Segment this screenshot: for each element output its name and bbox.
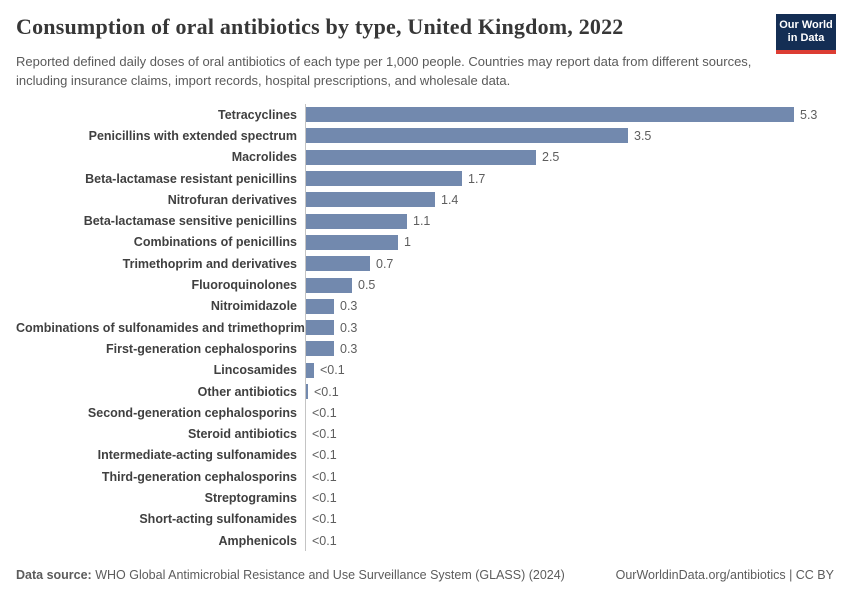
chart-row <box>16 338 834 359</box>
chart-row <box>16 423 834 444</box>
chart-row <box>16 445 834 466</box>
category-label: Second-generation cephalosporins <box>87 405 297 420</box>
category-label: Streptogramins <box>204 490 297 505</box>
value-label: 5.3 <box>800 107 818 122</box>
bar[interactable] <box>306 363 314 378</box>
chart-row <box>16 317 834 338</box>
value-label: 0.3 <box>340 299 358 314</box>
value-label: 1.7 <box>468 171 486 186</box>
bar[interactable] <box>306 384 308 399</box>
chart-row <box>16 274 834 295</box>
category-label: Trimethoprim and derivatives <box>122 256 297 271</box>
chart-row <box>16 296 834 317</box>
chart-footer <box>16 568 834 582</box>
bar[interactable] <box>306 107 794 122</box>
category-label: Amphenicols <box>218 533 297 548</box>
chart-row <box>16 210 834 231</box>
value-label: 1.4 <box>441 192 459 207</box>
category-label: Nitrofuran derivatives <box>167 192 297 207</box>
chart-row <box>16 147 834 168</box>
chart-area <box>16 104 834 551</box>
bar-track <box>305 317 834 338</box>
chart-row <box>16 253 834 274</box>
chart-row <box>16 168 834 189</box>
bar-track <box>305 445 834 466</box>
chart-row <box>16 189 834 210</box>
chart-row <box>16 402 834 423</box>
category-label: Lincosamides <box>213 363 297 378</box>
category-label: Combinations of penicillins <box>133 235 297 250</box>
category-label: Tetracyclines <box>218 107 297 122</box>
bar[interactable] <box>306 278 352 293</box>
bar[interactable] <box>306 128 628 143</box>
bar-track <box>305 274 834 295</box>
bar-track <box>305 232 834 253</box>
bar-track <box>305 104 834 125</box>
owid-logo-line2: in Data <box>787 32 825 44</box>
category-label: Combinations of sulfonamides and trimethoprim <box>16 320 305 335</box>
bar[interactable] <box>306 341 334 356</box>
value-label: <0.1 <box>312 533 337 548</box>
bar[interactable] <box>306 320 334 335</box>
bar-track <box>305 253 834 274</box>
chart-row <box>16 466 834 487</box>
category-label: Penicillins with extended spectrum <box>88 128 297 143</box>
category-label: Macrolides <box>231 150 297 165</box>
value-label: 2.5 <box>542 150 560 165</box>
bar-track <box>305 360 834 381</box>
owid-logo-line1: Our World <box>779 19 833 31</box>
bar-track <box>305 210 834 231</box>
chart-row <box>16 487 834 508</box>
category-label: Intermediate-acting sulfonamides <box>97 448 297 463</box>
value-label: <0.1 <box>312 490 337 505</box>
bar-track <box>305 189 834 210</box>
bar-track <box>305 423 834 444</box>
bar[interactable] <box>306 192 435 207</box>
value-label: 0.3 <box>340 320 358 335</box>
value-label: 3.5 <box>634 128 652 143</box>
value-label: <0.1 <box>312 512 337 527</box>
bar-track <box>305 147 834 168</box>
bar-track <box>305 296 834 317</box>
bar-track <box>305 402 834 423</box>
bar-track <box>305 168 834 189</box>
bar[interactable] <box>306 171 462 186</box>
attribution-link[interactable]: OurWorldinData.org/antibiotics | CC BY <box>615 568 834 582</box>
category-label: Third-generation cephalosporins <box>101 469 297 484</box>
bar[interactable] <box>306 256 370 271</box>
bar-track <box>305 509 834 530</box>
value-label: <0.1 <box>312 448 337 463</box>
bar[interactable] <box>306 150 536 165</box>
value-label: <0.1 <box>314 384 339 399</box>
chart-row <box>16 530 834 551</box>
category-label: Beta-lactamase resistant penicillins <box>85 171 297 186</box>
value-label: 1 <box>404 235 411 250</box>
data-source-value: WHO Global Antimicrobial Resistance and Use Surveillance System (GLASS) (2024) <box>91 568 565 582</box>
page-subtitle: Reported defined daily doses of oral antibiotics of each type per 1,000 people. Countries may report data from different sources, including insurance claims, import records, hospital prescriptions, and wholesale data. <box>16 54 752 88</box>
bar-track <box>305 338 834 359</box>
value-label: <0.1 <box>320 363 345 378</box>
category-label: First-generation cephalosporins <box>105 341 297 356</box>
category-label: Beta-lactamase sensitive penicillins <box>83 214 297 229</box>
chart-row <box>16 232 834 253</box>
bar-track <box>305 381 834 402</box>
value-label: 0.3 <box>340 341 358 356</box>
chart-row <box>16 125 834 146</box>
chart-row <box>16 381 834 402</box>
value-label: 0.5 <box>358 278 376 293</box>
data-source-label: Data source: <box>16 568 92 582</box>
value-label: 1.1 <box>413 214 431 229</box>
chart-rows <box>16 104 834 551</box>
bar-track <box>305 487 834 508</box>
page-title: Consumption of oral antibiotics by type, United Kingdom, 2022 <box>16 14 624 39</box>
value-label: <0.1 <box>312 405 337 420</box>
owid-logo[interactable] <box>776 14 836 54</box>
chart-row <box>16 104 834 125</box>
bar[interactable] <box>306 235 398 250</box>
category-label: Steroid antibiotics <box>187 427 297 442</box>
value-label: <0.1 <box>312 469 337 484</box>
bar[interactable] <box>306 214 407 229</box>
value-label: 0.7 <box>376 256 394 271</box>
category-label: Nitroimidazole <box>210 299 297 314</box>
chart-row <box>16 509 834 530</box>
bar-track <box>305 466 834 487</box>
category-label: Short-acting sulfonamides <box>139 512 297 527</box>
bar-track <box>305 125 834 146</box>
category-label: Other antibiotics <box>197 384 297 399</box>
value-label: <0.1 <box>312 427 337 442</box>
data-source-text <box>16 568 565 582</box>
category-label: Fluoroquinolones <box>191 278 297 293</box>
bar-track <box>305 530 834 551</box>
bar[interactable] <box>306 299 334 314</box>
chart-row <box>16 360 834 381</box>
